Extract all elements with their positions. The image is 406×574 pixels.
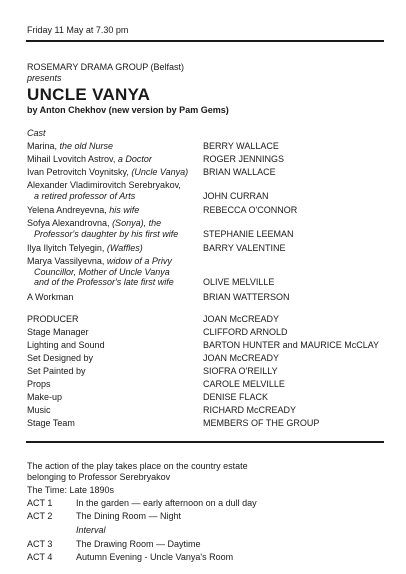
act-row xyxy=(27,498,387,509)
crew-role: Lighting and Sound xyxy=(27,340,105,350)
play-title: UNCLE VANYA xyxy=(27,85,151,104)
setting-line: belonging to Professor Serebryakov xyxy=(27,472,171,482)
crew-person: BARTON HUNTER and MAURICE McCLAY xyxy=(203,340,380,350)
cast-role: A Workman xyxy=(27,292,74,302)
crew-person: RICHARD McCREADY xyxy=(203,405,297,415)
crew-row xyxy=(27,405,387,416)
cast-row xyxy=(27,292,387,303)
crew-person: JOAN McCREADY xyxy=(203,314,280,324)
crew-row xyxy=(27,366,387,377)
act-number: ACT 4 xyxy=(27,552,53,562)
act-row xyxy=(27,511,387,522)
middle-rule xyxy=(26,441,384,443)
cast-role: Mihail Lvovitch Astrov, a Doctor xyxy=(27,154,152,164)
act-row xyxy=(27,539,387,550)
cast-actor: OLIVE MELVILLE xyxy=(203,277,275,287)
cast-actor: REBECCA O'CONNOR xyxy=(203,205,298,215)
crew-person: MEMBERS OF THE GROUP xyxy=(203,418,320,428)
cast-row xyxy=(27,256,387,289)
crew-person: JOAN McCREADY xyxy=(203,353,280,363)
cast-role: Sofya Alexandrovna, (Sonya), the Professor's daughter by his first wife xyxy=(27,218,179,239)
crew-role: Set Painted by xyxy=(27,366,86,376)
crew-row xyxy=(27,327,387,338)
cast-row xyxy=(27,243,387,254)
act-row xyxy=(27,552,387,563)
crew-person: DENISE FLACK xyxy=(203,392,269,402)
act-description: Autumn Evening - Uncle Vanya's Room xyxy=(76,552,234,562)
crew-row xyxy=(27,340,387,351)
cast-actor: JOHN CURRAN xyxy=(203,191,269,201)
cast-actor: BERRY WALLACE xyxy=(203,141,279,151)
cast-row xyxy=(27,205,387,216)
crew-person: SIOFRA O'REILLY xyxy=(203,366,278,376)
top-rule xyxy=(26,40,384,42)
crew-role: Props xyxy=(27,379,51,389)
crew-row xyxy=(27,314,387,325)
company-name: ROSEMARY DRAMA GROUP (Belfast) xyxy=(27,62,185,72)
crew-row xyxy=(27,379,387,390)
crew-row xyxy=(27,353,387,364)
crew-role: Make-up xyxy=(27,392,63,402)
date-line: Friday 11 May at 7.30 pm xyxy=(27,25,129,35)
cast-row xyxy=(27,141,387,152)
act-description: In the garden — early afternoon on a dull day xyxy=(76,498,257,508)
cast-row xyxy=(27,167,387,178)
time-line: The Time: Late 1890s xyxy=(27,485,115,495)
cast-row xyxy=(27,218,387,240)
act-number: ACT 1 xyxy=(27,498,53,508)
crew-person: CLIFFORD ARNOLD xyxy=(203,327,288,337)
cast-row xyxy=(27,180,387,202)
cast-actor: STEPHANIE LEEMAN xyxy=(203,229,294,239)
act-number: ACT 3 xyxy=(27,539,53,549)
crew-role: Music xyxy=(27,405,51,415)
crew-role: Stage Team xyxy=(27,418,75,428)
cast-actor: ROGER JENNINGS xyxy=(203,154,285,164)
crew-row xyxy=(27,418,387,429)
cast-heading: Cast xyxy=(27,128,46,138)
byline: by Anton Chekhov (new version by Pam Gems) xyxy=(27,105,229,115)
crew-role: Set Designed by xyxy=(27,353,94,363)
crew-person: CAROLE MELVILLE xyxy=(203,379,285,389)
act-description: The Dining Room — Night xyxy=(76,511,182,521)
cast-role: Marya Vassilyevna, widow of a Privy Councillor, Mother of Uncle Vanya and of the Professor's late first wife xyxy=(27,256,174,287)
act-number: ACT 2 xyxy=(27,511,53,521)
cast-role: Yelena Andreyevna, his wife xyxy=(27,205,140,215)
presents-label: presents xyxy=(27,73,62,83)
act-row xyxy=(27,525,387,536)
cast-actor: BRIAN WATTERSON xyxy=(203,292,290,302)
crew-role: Stage Manager xyxy=(27,327,89,337)
cast-actor: BARRY VALENTINE xyxy=(203,243,286,253)
interval-label: Interval xyxy=(76,525,106,535)
cast-role: Marina, the old Nurse xyxy=(27,141,114,151)
crew-row xyxy=(27,392,387,403)
crew-role: PRODUCER xyxy=(27,314,79,324)
cast-row xyxy=(27,154,387,165)
setting-line: The action of the play takes place on the country estate xyxy=(27,461,248,471)
cast-role: Ilya Ilyitch Telyegin, (Waffles) xyxy=(27,243,143,253)
cast-role: Ivan Petrovitch Voynitsky, (Uncle Vanya) xyxy=(27,167,189,177)
cast-role: Alexander Vladimirovitch Serebryakov, a retired professor of Arts xyxy=(27,180,181,201)
act-description: The Drawing Room — Daytime xyxy=(76,539,201,549)
cast-actor: BRIAN WALLACE xyxy=(203,167,276,177)
